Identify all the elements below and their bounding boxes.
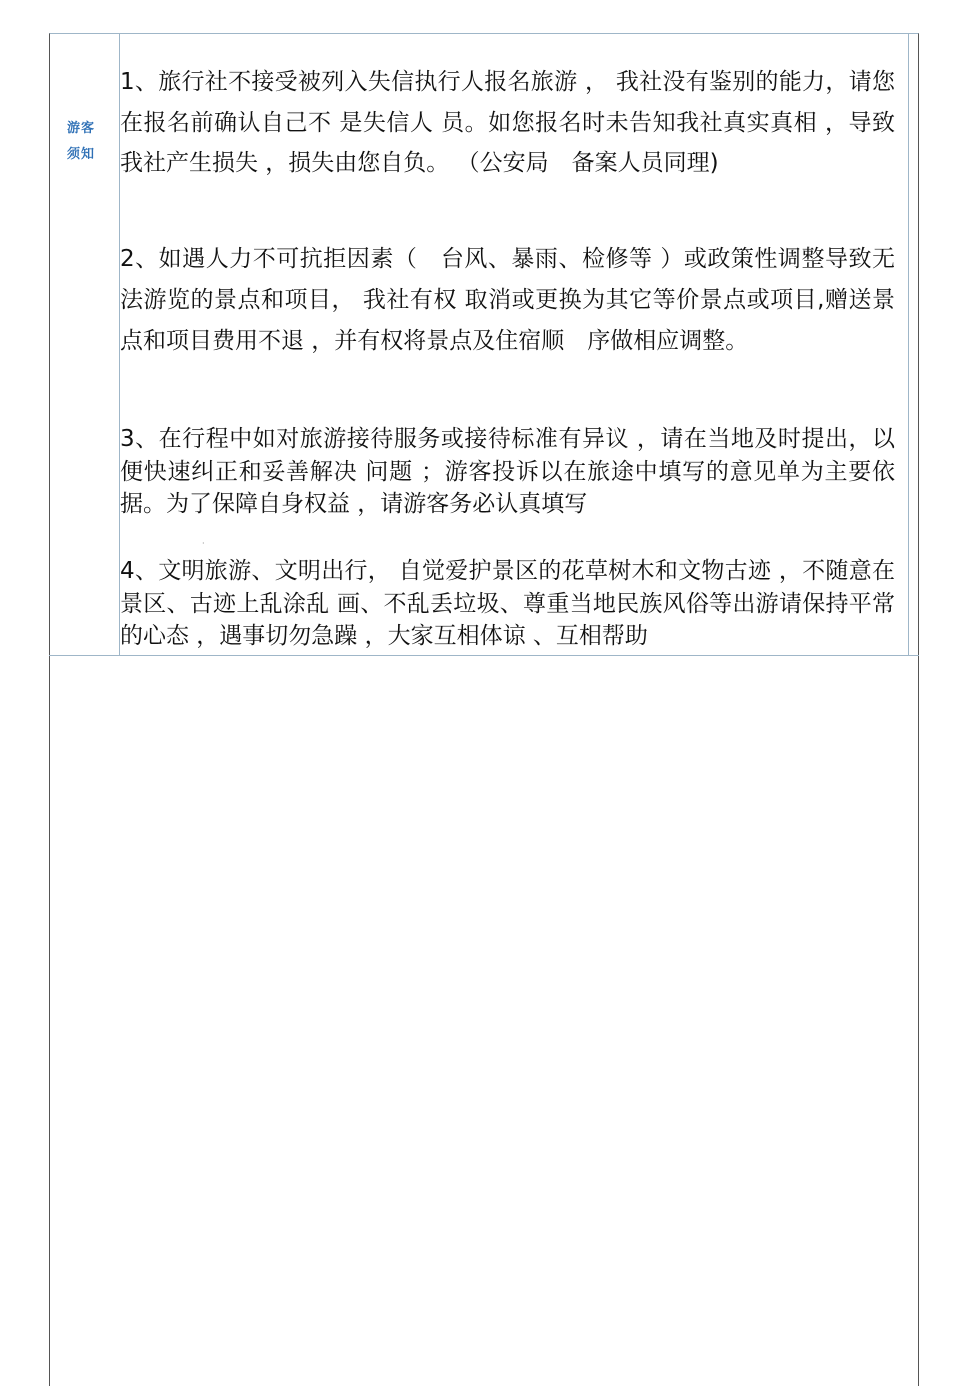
- inner-rule: [908, 33, 909, 655]
- notice-item-3: 3、在行程中如对旅游接待服务或接待标准有异议 ，请在当地及时提出，以便快速纠正和妥善解决 问题 ；游客投诉以在旅途中填写的意见单为主要依据。为了保障自身权益 ，请游客务必认真填写: [120, 426, 895, 517]
- label-cell: [49, 33, 120, 655]
- notice-content: [120, 33, 910, 655]
- notice-item-2: 2、如遇人力不可抗拒因素（ 台风、暴雨、检修等 ）或政策性调整导致无法游览的景点和项目， 我社有权 取消或更换为其它等价景点或项目,赠送景点和项目费用不退 ，并有权将景点及住宿顺 序做相应调整。: [120, 246, 895, 354]
- notice-table: [49, 33, 919, 656]
- notice-label: 游客 须知: [67, 121, 96, 162]
- stray-dot-mark: ·: [202, 539, 205, 548]
- notice-item-4: 4、文明旅游、文明出行， 自觉爱护景区的花草树木和文物古迹 ，不随意在景区、古迹上乱涂乱 画、不乱丢垃圾、尊重当地民族风俗等出游请保持平常的心态 ，遇事切勿急躁 ，大家互相体谅 、互相帮助: [120, 558, 895, 649]
- notice-item-1: 1、旅行社不接受被列入失信执行人报名旅游 ， 我社没有鉴别的能力，请您在报名前确认自己不 是失信人 员。如您报名时未告知我社真实真相 ，导致我社产生损失 ，损失由您自负。 （公安局 备案人员同理): [120, 69, 895, 176]
